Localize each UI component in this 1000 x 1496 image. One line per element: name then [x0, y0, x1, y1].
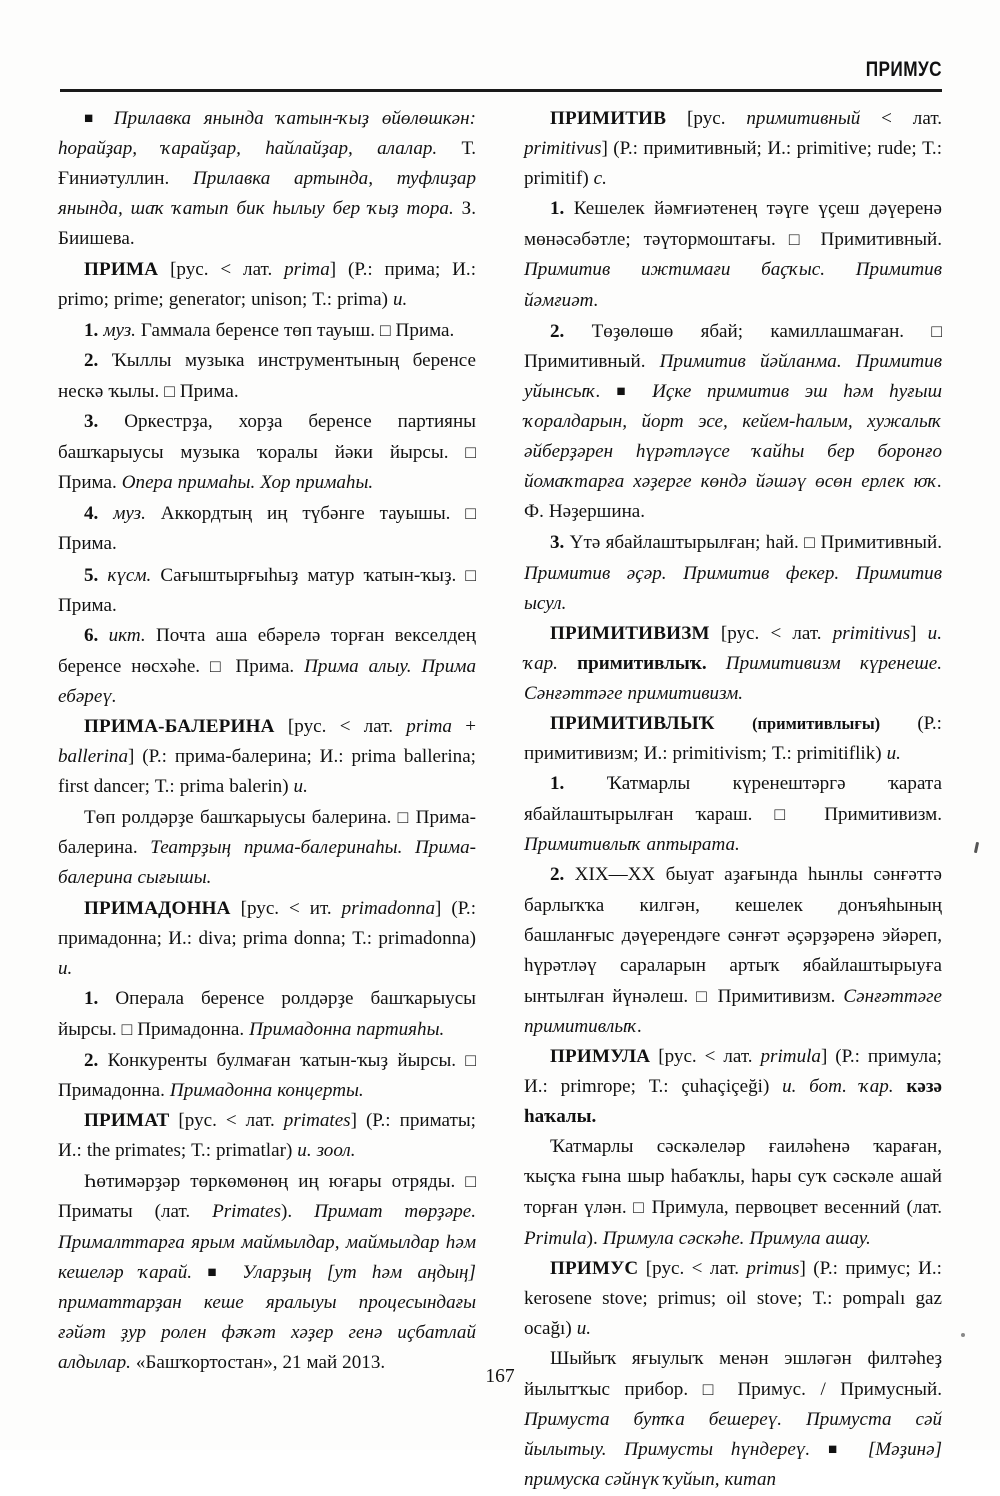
- entry-block-primitiv-head: ПРИМИТИВ [рус. примитивный < лат. primitivus] (Р.: примитивный; И.: primitive; rude; Т.: primitif) с.: [524, 108, 942, 190]
- folio: [0, 1366, 1000, 1388]
- entry-block-prima-4: 4. муз. Аккордтың иң түбәнге тауышы. □ Прима.: [58, 498, 476, 559]
- right-column: [524, 104, 943, 1491]
- header-rule: [60, 89, 942, 92]
- entry-block-primadonna-1: 1. Операла беренсе ролдәрҙе башҡарыусы йырсы. □ Примадонна. Примадонна партияһы.: [58, 984, 476, 1045]
- entry-block-primitivizm-head: ПРИМИТИВИЗМ [рус. < лат. primitivus] и. ҡар. примитивлыҡ. Примитивизм күренеше. Сәнғәттәге примитивизм.: [524, 622, 942, 704]
- entry-block-prima-3: 3. Оркестрҙа, хорҙа беренсе партияны башҡарыусы музыка ҡоралы йәки йырсы. □ Прима. Опера примаһы. Хор примаһы.: [58, 407, 476, 498]
- entry-block-primitiv-1: 1. Кешелек йәмғиәтенең тәүге үҫеш дәүеренә мөнәсәбәтле; тәүтормоштағы. □ Примитивный. Примитив ижтимағи баҫҡыс. Примитив йәмғиәт.: [524, 194, 942, 315]
- entry-block-primat-head: ПРИМАТ [рус. < лат. primates] (Р.: приматы; И.: the primates; Т.: primatlar) и. зоол.: [58, 1110, 476, 1162]
- entry-block-prilavka-illustration: ■ Прилавка янында ҡатын-ҡыҙ өйөлөшкән: һорайҙар, ҡарайҙар, һайлайҙар, алалар. Т. Ғиниәтуллин. Прилавка артында, туфлиҙар янында, шаҡ ҡатып бик һылыу бер ҡыҙ тора. З. Биишева.: [58, 104, 476, 255]
- entry-block-primadonna-2: 2. Конкуренты булмаған ҡатын-ҡыҙ йырсы. □ Примадонна. Примадонна концерты.: [58, 1045, 476, 1106]
- entry-block-primitivlyk-1: 1. Ҡатмарлы күренештәргә ҡарата ябайлаштырылған ҡараш. □ Примитивизм. Примитивлыҡ аптырата.: [524, 769, 942, 860]
- entry-block-prima-head: ПРИМА [рус. < лат. prima] (Р.: прима; И.: primo; prime; generator; unison; Т.: prima) и.: [58, 258, 476, 310]
- entry-block-primula-def: Ҡатмарлы сәскәлеләр ғаиләһенә ҡараған, ҡыҫҡа ғына шыр һабаҡлы, һары суҡ сәскәле ашай торған үлән. □ Примула, первоцвет весенний (лат. Primula). Примула сәскәһе. Примула ашау.: [524, 1132, 942, 1253]
- entry-block-primus-head: ПРИМУС [рус. < лат. primus] (Р.: примус; И.: kerosene stove; primus; oil stove; Т.: pompalı gaz ocağı) и.: [524, 1257, 942, 1339]
- left-column: [58, 104, 477, 1374]
- entry-block-primus-def: Шыйыҡ яғыулыҡ менән эшләгән филтәһеҙ йылытҡыс прибор. □ Примус. / Примусный. Примуста бутҡа бешереү. Примуста сәй йылытыу. Примусты һүндереү. ■ [Мәҙинә] примуска сәйнүк ҡуйып, китап: [524, 1344, 942, 1496]
- entry-block-prima-balerina-head: ПРИМА-БАЛЕРИНА [рус. < лат. prima + ballerina] (Р.: прима-балерина; И.: prima ballerina; first dancer; Т.: prima balerin) и.: [58, 715, 476, 798]
- entry-block-prima-2: 2. Ҡыллы музыка инструментының беренсе нескә ҡылы. □ Прима.: [58, 346, 476, 407]
- page-number: 167: [485, 1366, 515, 1387]
- entry-block-prima-balerina-def: Төп ролдәрҙе башҡарыусы балерина. □ Прима-балерина. Театрҙың прима-балеринаһы. Прима-балерина сығышы.: [58, 802, 476, 893]
- entry-block-primitivlyk-2: 2. XIX—XX быуат аҙағында һынлы сәнғәттә барлыҡҡа килгән, кешелек донъяһының башланғыс дәүерендәге сәнғәт әҫәрҙәренә эйәреп, һүрәтләү сараларын артыҡ ябайлаштырыуға ынтылған йүнәлеш. □ Примитивизм. Сәнғәттәге примитивлыҡ.: [524, 860, 942, 1042]
- page-header: [60, 46, 942, 92]
- entry-block-prima-6: 6. икт. Почта аша ебәрелә торған векселдең беренсе нөсхәһе. □ Прима. Прима алыу. Прима ебәреү.: [58, 621, 476, 712]
- entry-block-prima-5: 5. күсм. Сағыштырғыһыҙ матур ҡатын-ҡыҙ. □ Прима.: [58, 560, 476, 621]
- entry-block-primat-def: Һөтимәрҙәр төркөмөнөң иң юғары отряды. □ Приматы (лат. Primates). Примат төрҙәре. Прималттарға ярым маймылдар, маймылдар һәм кешеләр ҡарай. ■ Уларҙың [ут һәм аңдың] приматтарҙан кеше яралыуы процесындағы ғәйәт ҙур ролен фәҡәт хәҙер генә иҫбатлай алдылар. «Башҡортостан», 21 май 2013.: [58, 1166, 476, 1378]
- entry-block-primadonna-head: ПРИМАДОННА [рус. < ит. primadonna] (Р.: примадонна; И.: diva; prima donna; Т.: primadonna) и.: [58, 897, 477, 979]
- entry-block-primula-head: ПРИМУЛА [рус. < лат. primula] (Р.: примула; И.: primrope; Т.: çuhaçiçeği) и. бот. ҡар. кәзә һаҡалы.: [524, 1046, 942, 1128]
- entry-block-primitiv-3: 3. Үтә ябайлаштырылған; һай. □ Примитивный. Примитив әҫәр. Примитив фекер. Примитив ысул.: [524, 527, 942, 618]
- scan-speck-right: [974, 842, 979, 853]
- scan-speck-top: [961, 1333, 965, 1337]
- entry-block-primitiv-2: 2. Төҙөлөшө ябай; камиллашмаған. □ Примитивный. Примитив йәйланма. Примитив уйынсыҡ. ■ Иҫке примитив эш һәм һуғыш ҡоралдарын, йорт эсе, кейем-һалым, хужалыҡ әйберҙәрен һүрәтләүсе ҡайһы бер боронғо йомаҡтарға хәҙерге көндә йәшәү өсөн ерлек юҡ. Ф. Нәҙершина.: [524, 316, 942, 528]
- entry-block-primitivlyk-head: ПРИМИТИВЛЫҠ (примитивлығы) (Р.: примитивизм; И.: primitivism; Т.: primitiflik) и.: [524, 712, 942, 765]
- entry-block-prima-1: 1. муз. Гаммала беренсе төп тауыш. □ Прима.: [58, 315, 476, 346]
- running-head: ПРИМУС: [865, 58, 942, 81]
